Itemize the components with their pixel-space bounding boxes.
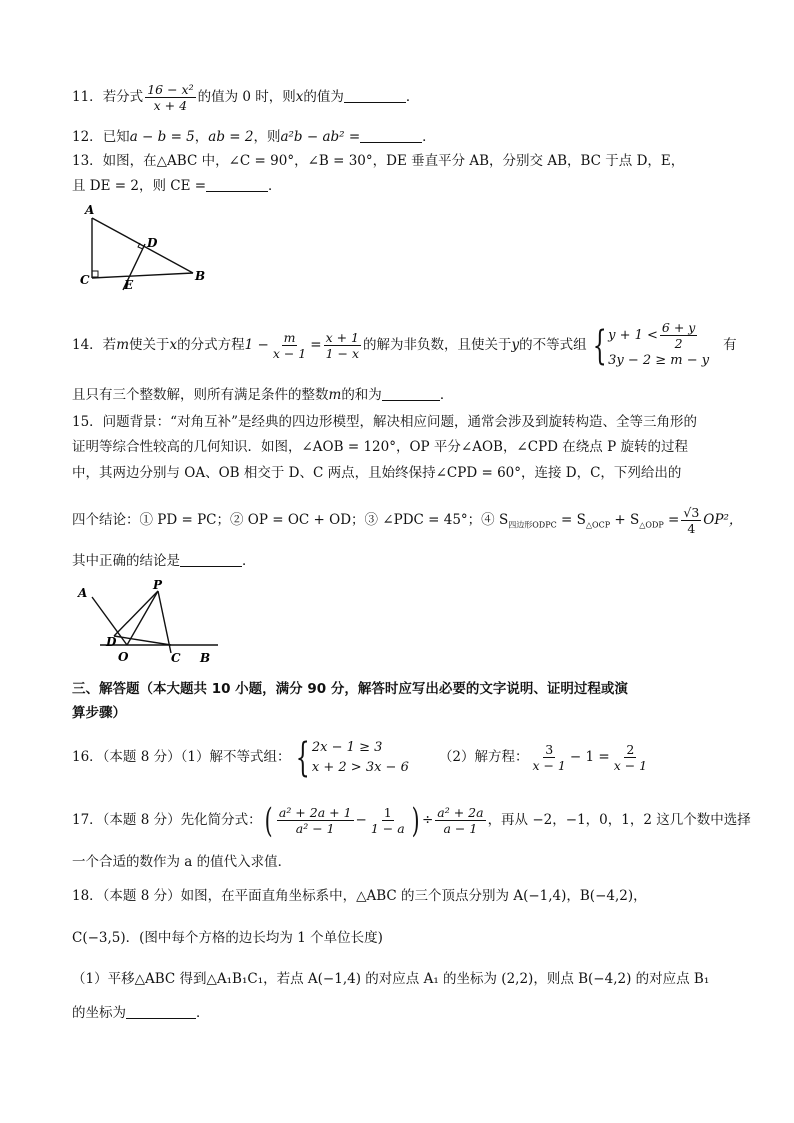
label-b: B <box>200 651 211 665</box>
question-18-line1: 18．（本题 8 分）如图，在平面直角坐标系中，△ABC 的三个顶点分别为 A(−1,4)，B(−4,2)， <box>72 888 647 904</box>
fraction: $\frac{\text{a² + 2a + 1}}{\text{a² − 1}}$ <box>278 805 352 836</box>
label-a: A <box>85 203 95 217</box>
label-a: A <box>78 586 88 600</box>
answer-blank[interactable] <box>360 128 422 143</box>
question-15-line1: 15．问题背景：“对角互补”是经典的四边形模型，解决相应问题，通常会涉及到旋转构造、全等三角形的 <box>72 414 697 430</box>
answer-blank[interactable] <box>344 88 406 103</box>
question-15-line2: 证明等综合性较高的几何知识．如图，∠AOB = 120°，OP 平分∠AOB，∠CPD 在绕点 P 旋转的过程 <box>72 439 688 455</box>
question-14-line2: 且只有三个整数解，则所有满足条件的整数m的和为 ． <box>72 387 454 403</box>
fraction: $\frac{√3}{4}$ <box>683 505 700 536</box>
fraction: $\frac{3}{x - 1}$ <box>532 742 566 773</box>
question-18-line4: 的坐标为 ． <box>72 1005 210 1021</box>
fraction: $\frac{\text{a² + 2a}}{a - 1}$ <box>437 805 484 836</box>
label-d: D <box>147 236 158 250</box>
question-18-line2: C(−3,5)．(图中每个方格的边长均为 1 个单位长度) <box>72 930 383 946</box>
question-13-line2: 且 DE = 2，则 CE = ． <box>72 178 282 194</box>
question-15-line5: 其中正确的结论是 ． <box>72 553 256 569</box>
label-e: E <box>124 278 134 292</box>
question-15-line4: 四个结论：① PD = PC；② OP = OC + OD；③ ∠PDC = 45°；④ $S_{四边形ODPC} = S_{\triangle OCP} + S_{\triangle ODP}$ = $\frac{√3}{4}$ OP²， <box>72 505 743 536</box>
fraction: $\frac{2}{x - 1}$ <box>613 742 648 773</box>
angle-aob-figure <box>70 575 230 670</box>
triangle-abc-figure <box>70 200 220 295</box>
question-17-line2: 一个合适的数作为 a 的值代入求值． <box>72 854 292 870</box>
question-11: 11．若分式 $\frac{\text{16 − x²}}{x + 4}$ 的值为 0 时，则x的值为 ． <box>72 82 420 113</box>
section-3-heading-line2: 算步骤） <box>72 705 126 721</box>
question-15-line3: 中，其两边分别与 OA、OB 相交于 D、C 两点，且始终保持∠CPD = 60°，连接 D，C，下列给出的 <box>72 465 682 481</box>
question-17-line1: 17．（本题 8 分）先化简分式：( $\frac{\text{a² + 2a + 1}}{\text{a² − 1}}$ − $\frac{1}{1 - a}$ ) ÷ $\frac{\text{a² + 2a}}{a - 1}$ ，再从 −2，−1，0，1，2 这几个数中选择 <box>72 800 751 841</box>
label-d: D <box>106 635 117 649</box>
section-3-heading-line1: 三、解答题（本大题共 10 小题，满分 90 分，解答时应写出必要的文字说明、证明过程或演 <box>72 681 628 697</box>
answer-blank[interactable] <box>206 177 268 192</box>
question-14-line1: 14．若m使关于x的分式方程1 − $\frac{m}{x - 1}$ = $\frac{x + 1}{1 - x}$ 的解为非负数，且使关于y的不等式组 { y + 1 < $\frac{6 + y}{2}$ 3y − 2 ≥ m − y 有 <box>72 320 737 371</box>
fraction: $\frac{m}{x - 1}$ <box>272 330 307 361</box>
label-o: O <box>118 650 129 664</box>
answer-blank[interactable] <box>382 386 440 401</box>
question-16: 16．（本题 8 分）（1）解不等式组： { 2x − 1 ≥ 3 x + 2 > 3x − 6 （2）解方程： $\frac{3}{x - 1}$ − 1 = $\frac{2}{x - 1}$ <box>72 734 648 781</box>
label-p: P <box>153 578 163 592</box>
question-18-line3: （1）平移△ABC 得到△A₁B₁C₁，若点 A(−1,4) 的对应点 A₁ 的坐标为 (2,2)，则点 B(−4,2) 的对应点 B₁ <box>72 971 710 987</box>
answer-blank[interactable] <box>126 1004 196 1019</box>
label-c: C <box>80 273 90 287</box>
inequality-system: { y + 1 < $\frac{6 + y}{2}$ 3y − 2 ≥ m − y <box>592 320 710 369</box>
answer-blank[interactable] <box>180 552 242 567</box>
question-13-line1: 13．如图，在△ABC 中，∠C = 90°，∠B = 30°，DE 垂直平分 AB，分别交 AB，BC 于点 D，E， <box>72 153 685 169</box>
label-c: C <box>171 651 181 665</box>
fraction: $\frac{\text{16 − x²}}{x + 4}$ <box>147 82 194 113</box>
label-b: B <box>195 269 206 283</box>
fraction: $\frac{1}{1 - a}$ <box>370 805 405 836</box>
question-12: 12．已知a − b = 5，ab = 2，则a²b − ab² = ． <box>72 129 436 145</box>
inequality-system: { 2x − 1 ≥ 3 x + 2 > 3x − 6 <box>296 734 409 781</box>
fraction: $\frac{x + 1}{1 - x}$ <box>325 330 360 361</box>
